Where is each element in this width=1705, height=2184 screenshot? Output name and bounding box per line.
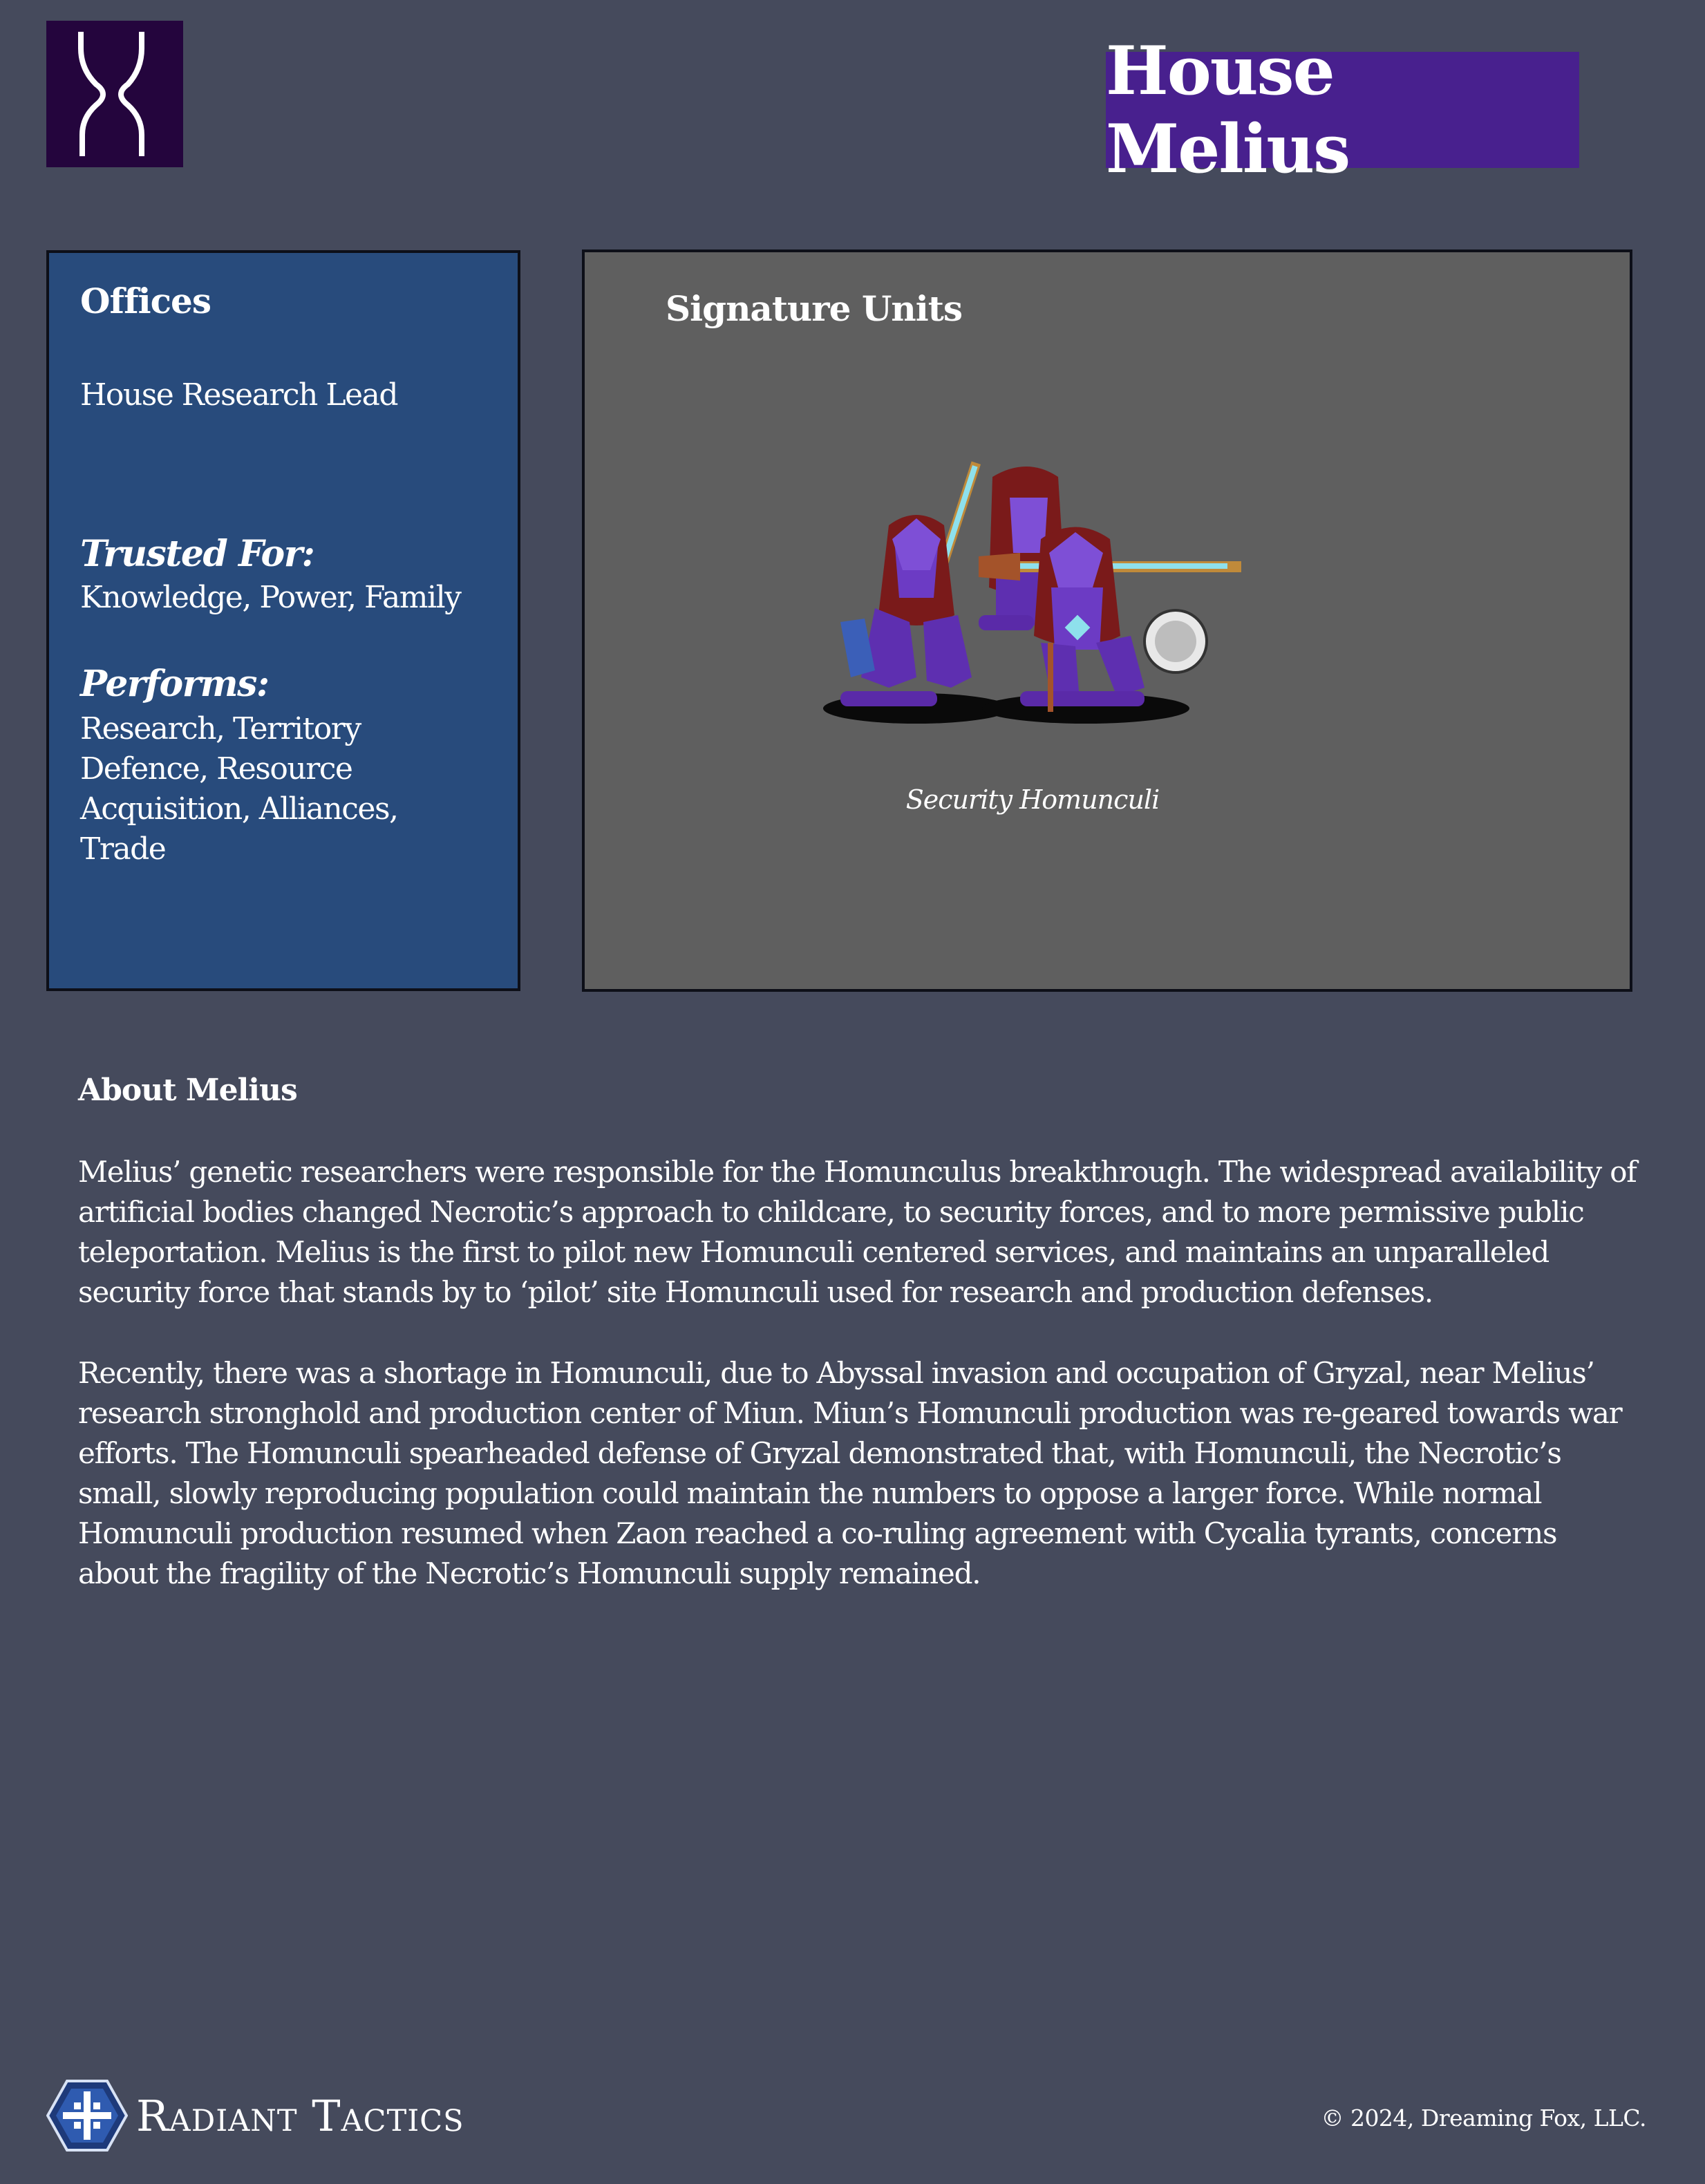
brand-name: Radiant Tactics bbox=[136, 2090, 464, 2141]
signature-units-title: Signature Units bbox=[666, 288, 963, 329]
about-title: About Melius bbox=[78, 1073, 297, 1108]
about-paragraph: Melius’ genetic researchers were responsible for the Homunculus breakthrough. The widespread availability of artificial bodies changed Necrotic’s approach to childcare, to security forces, and to more permissive public teleportation. Melius is the first to pilot new Homunculi centered services, and maintains an unparalleled security force that stands by to ‘pilot’ site Homunculi used for research and production defenses. bbox=[78, 1155, 1637, 1309]
security-homunculi-illustration bbox=[813, 449, 1269, 746]
office-item: House Research Lead bbox=[80, 377, 397, 413]
house-title: House Melius bbox=[1106, 52, 1579, 168]
trusted-for-heading: Trusted For: bbox=[80, 533, 314, 575]
copyright: © 2024, Dreaming Fox, LLC. bbox=[1321, 2105, 1646, 2131]
about-paragraph: Recently, there was a shortage in Homunculi, due to Abyssal invasion and occupation of Gryzal, near Melius’ research stronghold and production center of Miun. Miun’s Homunculi production was re-geared towards war efforts. The Homunculi spearheaded defense of Gryzal demonstrated that, with Homunculi, the Necrotic’s small, slowly reproducing population could maintain the numbers to oppose a larger force. While normal Homunculi production resumed when Zaon reached a co-ruling agreement with Cycalia tyrants, concerns about the fragility of the Necrotic’s Homunculi supply remained. bbox=[78, 1356, 1622, 1590]
performs-heading: Performs: bbox=[80, 663, 269, 705]
signature-units-panel bbox=[582, 250, 1632, 992]
brand-footer bbox=[46, 2079, 464, 2152]
house-emblem bbox=[46, 21, 183, 167]
offices-panel bbox=[46, 250, 520, 991]
trusted-for-text: Knowledge, Power, Family bbox=[80, 580, 461, 615]
radiant-tactics-hex-logo-icon bbox=[46, 2079, 128, 2152]
house-melius-sigil-icon bbox=[46, 21, 183, 167]
performs-text: Research, Territory Defence, Resource Acquisition, Alliances, Trade bbox=[80, 711, 398, 867]
offices-title: Offices bbox=[80, 281, 211, 321]
unit-caption: Security Homunculi bbox=[905, 784, 1160, 815]
